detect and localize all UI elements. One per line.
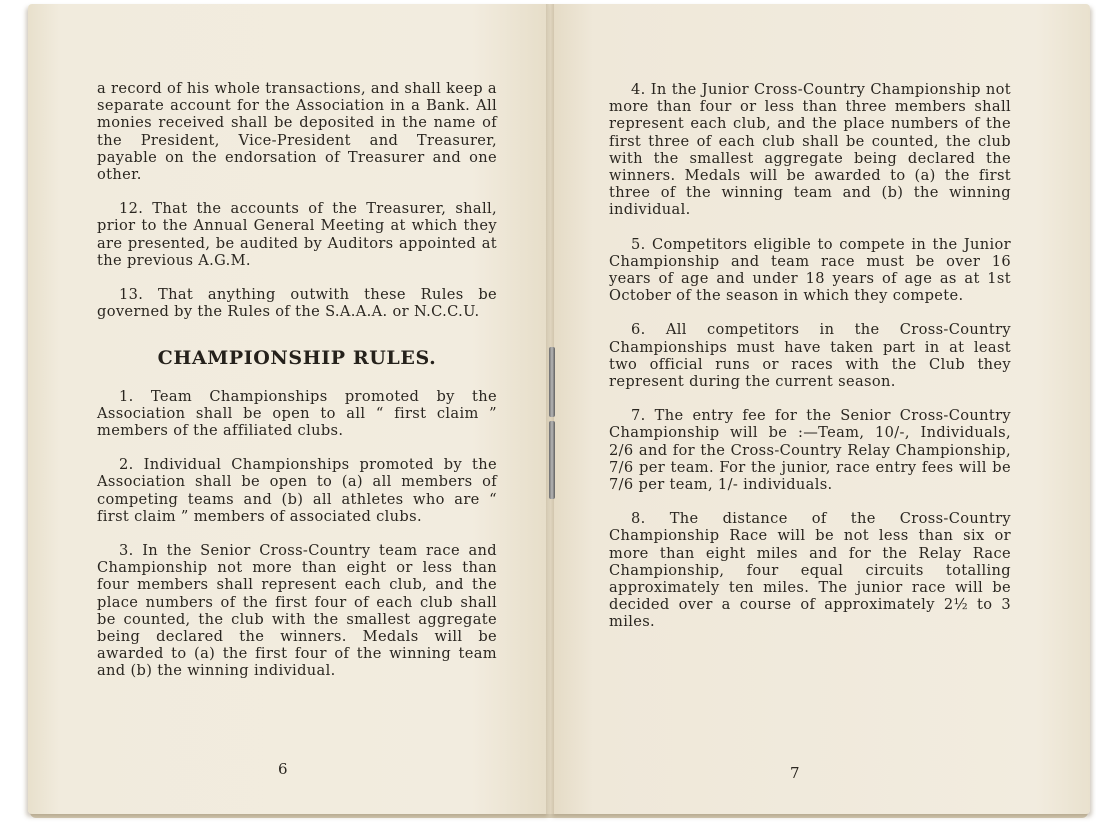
championship-rule-4: 4. In the Junior Cross-Country Championship not more than four or less than three members shall represent each club, and the place numbers of the first three of each club shall be counted, the club with the smallest aggregate being declared the winners. Medals will be awarded to (a) the first three of the winning team and (b) the winning individual. <box>609 81 1011 219</box>
staple-bottom <box>549 421 555 499</box>
left-page-text <box>97 80 497 697</box>
championship-rule-8: 8. The distance of the Cross-Country Championship Race will be not less than six or more than eight miles and for the Relay Race Championship, four equal circuits totalling approximately ten miles. The junior race will be decided over a course of approximately 2½ to 3 miles. <box>609 510 1011 631</box>
right-page-text <box>609 81 1011 648</box>
championship-rule-3: 3. In the Senior Cross-Country team race and Championship not more than eight or less than four members shall represent each club, and the place numbers of the first four of each club shall be counted, the club with the smallest aggregate being declared the winners. Medals will be awarded to (a) the first four of the winning team and (b) the winning individual. <box>97 542 497 680</box>
rule-11-continued: a record of his whole transactions, and shall keep a separate account for the Association in a Bank. All monies received shall be deposited in the name of the President, Vice-President and Treasurer, payable on the endorsation of Treasurer and one other. <box>97 80 497 184</box>
championship-rule-5: 5. Competitors eligible to compete in the Junior Championship and team race must be over 16 years of age and under 18 years of age as at 1st October of the season in which they compete. <box>609 235 1011 305</box>
championship-rule-6: 6. All competitors in the Cross-Country Championships must have taken part in at least two official runs or races with the Club they represent during the current season. <box>609 321 1011 391</box>
championship-rules-heading: CHAMPIONSHIP RULES. <box>157 347 437 370</box>
championship-rule-1: 1. Team Championships promoted by the Association shall be open to all “ first claim ” members of the affiliated clubs. <box>97 387 497 440</box>
rule-13: 13. That anything outwith these Rules be governed by the Rules of the S.A.A.A. or N.C.C.U. <box>97 286 497 321</box>
championship-rule-7: 7. The entry fee for the Senior Cross-Country Championship will be :—Team, 10/-, Individuals, 2/6 and for the Cross-Country Relay Championship, 7/6 per team. For the junior, race entry fees will be 7/6 per team, 1/- individuals. <box>609 407 1011 494</box>
page-number-right: 7 <box>790 764 800 782</box>
championship-rule-2: 2. Individual Championships promoted by the Association shall be open to (a) all members of competing teams and (b) all athletes who are “ first claim ” members of associated clubs. <box>97 456 497 525</box>
page-number-left: 6 <box>278 760 288 778</box>
staple-top <box>549 347 555 417</box>
rule-12: 12. That the accounts of the Treasurer, shall, prior to the Annual General Meeting at which they are presented, be audited by Auditors appointed at the previous A.G.M. <box>97 200 497 269</box>
